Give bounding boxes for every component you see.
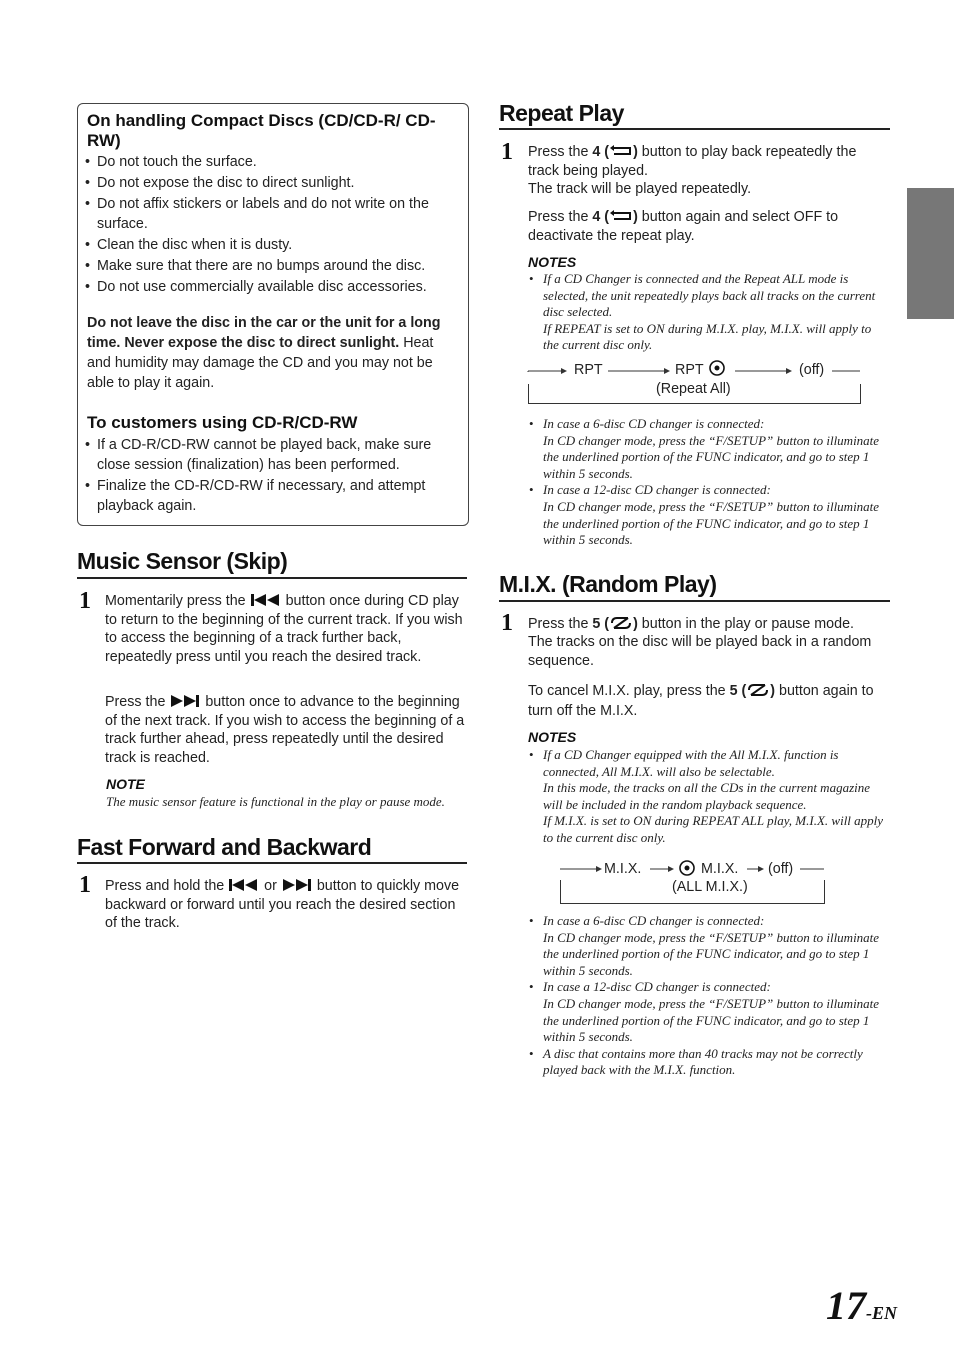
key-label: 5 ( bbox=[592, 616, 610, 632]
note-item: • In case a 12-disc CD changer is connected: bbox=[528, 482, 888, 499]
handling-list bbox=[77, 152, 457, 297]
key-label: 5 ( bbox=[729, 683, 747, 699]
note-item: In CD changer mode, press the “F/SETUP” button to illuminate the underlined portion of the FUNC indicator, and go to step 1 within 5 seconds. bbox=[543, 498, 880, 548]
notes-label: NOTES bbox=[528, 729, 577, 745]
page-number-digits: 17 bbox=[826, 1283, 866, 1328]
repeat-p2 bbox=[528, 208, 888, 245]
text-run: or bbox=[260, 878, 281, 894]
repeat-heading: Repeat Play bbox=[499, 100, 624, 126]
text-run: Press the bbox=[528, 616, 593, 632]
prev-track-icon bbox=[250, 594, 282, 606]
cdr-title: To customers using CD-R/CD-RW bbox=[87, 413, 358, 432]
flow-step-off: (off) bbox=[768, 861, 794, 877]
notes-label: NOTES bbox=[528, 254, 577, 270]
fast-forward-heading: Fast Forward and Backward bbox=[77, 834, 372, 860]
flow-sub-label: (Repeat All) bbox=[656, 381, 731, 397]
step-number: 1 bbox=[79, 872, 91, 898]
list-item: • If a CD-R/CD-RW cannot be played back, make sure close session (finalization) has been performed. bbox=[77, 435, 457, 475]
note-item: • In case a 12-disc CD changer is connected: bbox=[528, 979, 890, 996]
warning-text: Heat and humidity may damage the CD and you may not be able to play it again. bbox=[87, 335, 434, 391]
flow-step-mix: M.I.X. bbox=[604, 861, 642, 877]
heading-rule bbox=[77, 577, 467, 579]
repeat-p1 bbox=[528, 143, 888, 180]
note-item: • A disc that contains more than 40 tracks may not be correctly played back with the M.I.X. function. bbox=[528, 1046, 890, 1079]
repeat-notes-2 bbox=[528, 416, 888, 549]
random-icon bbox=[609, 617, 633, 629]
flow-step-off: (off) bbox=[799, 362, 825, 378]
music-sensor-note: The music sensor feature is functional in the play or pause mode. bbox=[106, 794, 445, 809]
flow-sub-label: (ALL M.I.X.) bbox=[672, 879, 748, 895]
note-label: NOTE bbox=[106, 776, 145, 792]
mix-notes-1 bbox=[528, 747, 890, 847]
text-run: Press the bbox=[105, 694, 170, 710]
text-run: button again and select OFF to deactivate the repeat play. bbox=[528, 209, 839, 244]
step-number: 1 bbox=[501, 139, 513, 165]
key-label: ) bbox=[770, 683, 776, 699]
heading-rule bbox=[77, 862, 467, 864]
key-label: 4 ( bbox=[592, 144, 610, 160]
repeat-notes-1 bbox=[528, 271, 888, 354]
heading-rule bbox=[499, 600, 890, 602]
list-item: • Clean the disc when it is dusty. bbox=[77, 235, 457, 255]
note-item: In CD changer mode, press the “F/SETUP” button to illuminate the underlined portion of the FUNC indicator, and go to step 1 within 5 seconds. bbox=[543, 432, 880, 481]
text-run: To cancel M.I.X. play, press the bbox=[528, 683, 730, 699]
list-item: • Do not expose the disc to direct sunlight. bbox=[77, 173, 457, 193]
random-icon bbox=[746, 684, 770, 696]
repeat-icon bbox=[609, 210, 633, 222]
note-item: In CD changer mode, press the “F/SETUP” button to illuminate the underlined portion of the FUNC indicator, and go to step 1 within 5 seconds. bbox=[543, 929, 880, 978]
note-item: In this mode, the tracks on all the CDs in the current magazine will be included in the random playback sequence. bbox=[543, 780, 871, 812]
step-number: 1 bbox=[501, 610, 513, 636]
heading-rule bbox=[499, 128, 890, 130]
handling-warning bbox=[87, 313, 457, 393]
mix-heading: M.I.X. (Random Play) bbox=[499, 571, 717, 597]
mix-p1 bbox=[528, 615, 890, 634]
mix-p2 bbox=[528, 681, 890, 721]
warning-bold: Do not leave the disc in the car or the unit for a long time. Never expose the disc to direct sunlight. bbox=[87, 315, 441, 351]
list-item: • Do not use commercially available disc accessories. bbox=[77, 277, 457, 297]
music-sensor-p2 bbox=[105, 693, 465, 767]
note-item: In CD changer mode, press the “F/SETUP” button to illuminate the underlined portion of the FUNC indicator, and go to step 1 within 5 seconds. bbox=[543, 995, 880, 1045]
list-item: • Make sure that there are no bumps around the disc. bbox=[77, 256, 457, 276]
note-item: • If a CD Changer is connected and the Repeat ALL mode is selected, the unit repeatedly plays back all tracks on the current disc selected. bbox=[528, 271, 888, 321]
text-run: button again to turn off the M.I.X. bbox=[528, 683, 874, 719]
music-sensor-p1 bbox=[105, 592, 465, 666]
music-sensor-heading: Music Sensor (Skip) bbox=[77, 548, 288, 574]
text-run: button once during CD play to return to the beginning of the current track. If you wish to access the beginning of a track further back, repeatedly press until you reach the desired track. bbox=[105, 593, 463, 665]
step-number: 1 bbox=[79, 588, 91, 614]
note-item: If M.I.X. is set to ON during REPEAT ALL play, M.I.X. will apply to the current disc only. bbox=[543, 813, 884, 845]
list-item: • Do not touch the surface. bbox=[77, 152, 457, 172]
key-label: ) bbox=[633, 616, 638, 632]
text-run: Press the bbox=[528, 209, 593, 225]
cdr-list bbox=[77, 435, 457, 516]
key-label: 4 ( bbox=[592, 209, 610, 225]
mix-result: The tracks on the disc will be played back in a random sequence. bbox=[528, 634, 872, 669]
note-item: • If a CD Changer equipped with the All M.I.X. function is connected, All M.I.X. will also be selectable. bbox=[528, 747, 890, 780]
text-run: button once to advance to the beginning of the next track. If you wish to access the beginning of a track further ahead, press repeatedly until the desired track is reached. bbox=[105, 694, 465, 766]
note-item: • In case a 6-disc CD changer is connected: bbox=[528, 416, 888, 433]
text-run: Press and hold the bbox=[105, 878, 229, 894]
note-item: If REPEAT is set to ON during M.I.X. play, M.I.X. will apply to the current disc only. bbox=[543, 320, 872, 353]
next-track-icon bbox=[169, 695, 201, 707]
text-run: button to play back repeatedly the track being played. bbox=[528, 144, 857, 179]
note-item: • In case a 6-disc CD changer is connected: bbox=[528, 913, 890, 930]
list-item: • Finalize the CD-R/CD-RW if necessary, and attempt playback again. bbox=[77, 476, 457, 516]
text-run: button to quickly move backward or forward until you reach the desired section of the track. bbox=[105, 878, 460, 932]
handling-title: On handling Compact Discs (CD/CD-R/ CD-RW) bbox=[87, 111, 436, 150]
chapter-tab bbox=[907, 188, 954, 319]
next-track-icon bbox=[281, 879, 313, 891]
prev-track-icon bbox=[228, 879, 260, 891]
flow-step-rpt: RPT bbox=[574, 362, 603, 378]
text-run: Press the bbox=[528, 144, 593, 160]
page-number bbox=[826, 1282, 897, 1329]
key-label: ) bbox=[633, 209, 638, 225]
mix-notes-2 bbox=[528, 913, 890, 1079]
flow-step-rpt-all: RPT bbox=[675, 362, 704, 378]
flow-step-mix-all: M.I.X. bbox=[701, 861, 739, 877]
repeat-icon bbox=[609, 145, 633, 157]
text-run: button in the play or pause mode. bbox=[637, 616, 855, 632]
page-number-suffix: -EN bbox=[866, 1303, 897, 1323]
repeat-result: The track will be played repeatedly. bbox=[528, 181, 752, 197]
fast-forward-p1 bbox=[105, 877, 469, 933]
text-run: Momentarily press the bbox=[105, 593, 250, 609]
list-item: • Do not affix stickers or labels and do not write on the surface. bbox=[77, 194, 457, 234]
key-label: ) bbox=[633, 144, 638, 160]
